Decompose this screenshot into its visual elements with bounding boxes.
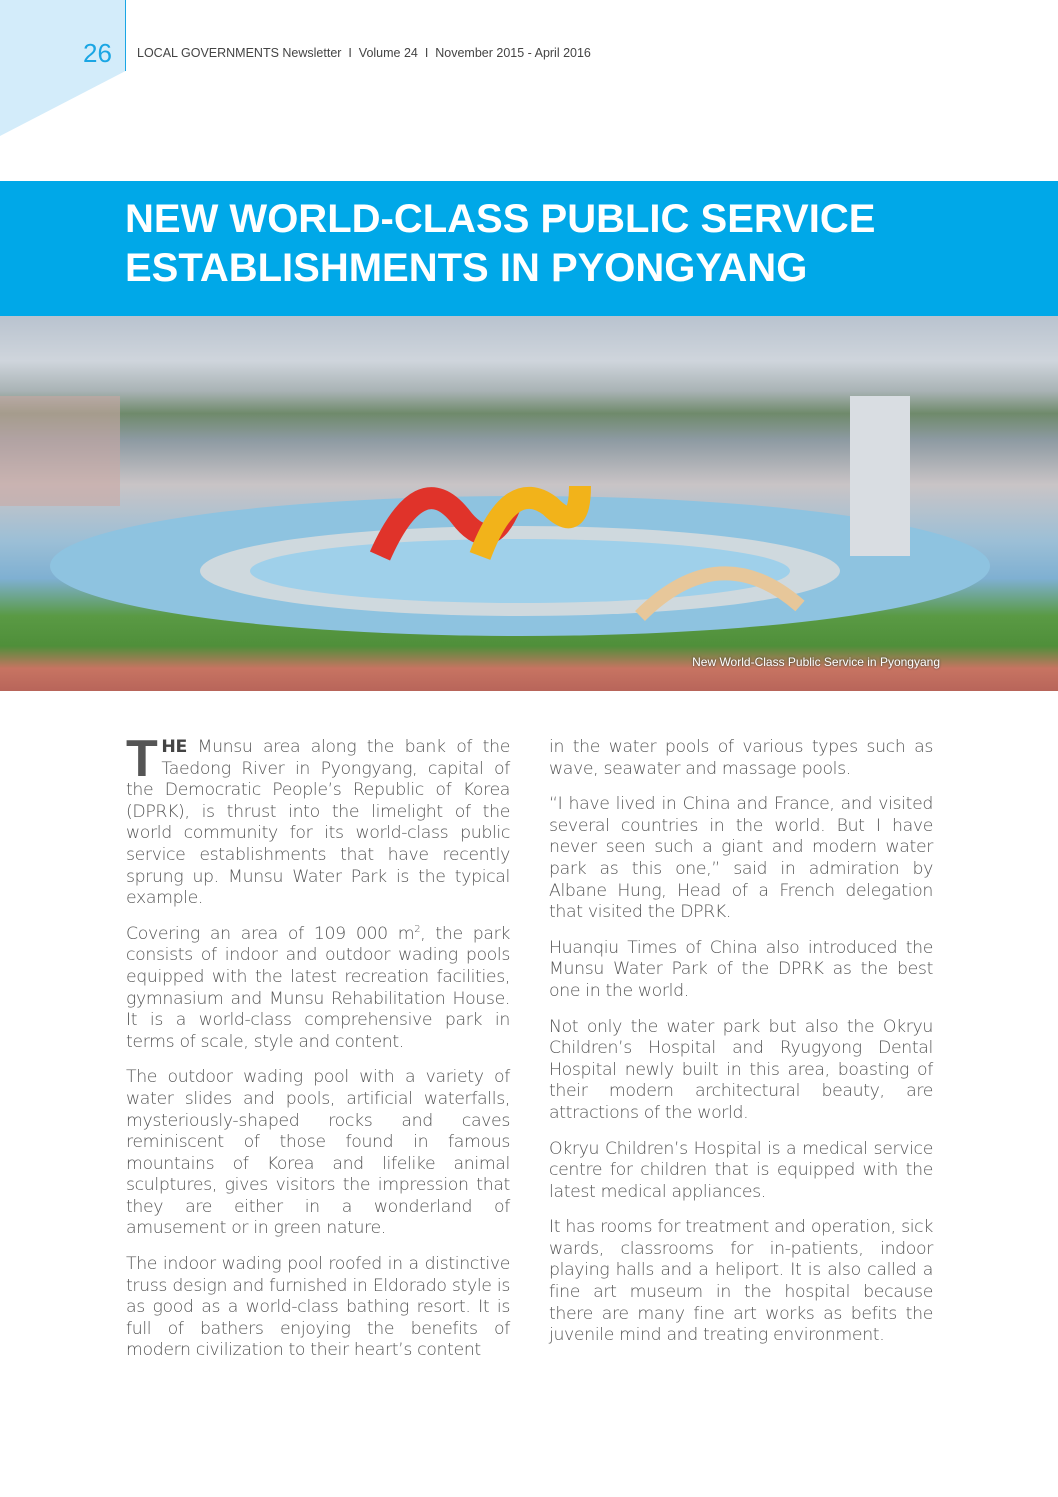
paragraph: “I have lived in China and France, and visited several countries in the world. But I have never seen such a giant and modern water park as this one,” said in admiration by Albane Hung, Head of a French delegation that visited the DPRK. [549, 794, 933, 923]
drop-cap: T [126, 730, 158, 788]
article-title [125, 195, 875, 293]
photo-caption: New World-Class Public Service in Pyongyang [692, 655, 940, 669]
column-right [549, 737, 933, 1361]
paragraph [126, 924, 510, 1054]
paragraph-text: Covering an area of 109 000 m [126, 923, 415, 944]
paragraph-text: Munsu area along the bank of the Taedong River in Pyongyang, capital of the Democratic People’s Republic of Korea (DPRK), is thrust into the limelight of the world community for its world-class public service establishments that have recently sprung up. Munsu Water Park is the typical example. [126, 737, 510, 909]
superscript: 2 [414, 923, 421, 935]
lead-in: HE [161, 737, 187, 757]
paragraph: Okryu Children’s Hospital is a medical service centre for children that is equipped with the latest medical appliances. [549, 1138, 933, 1202]
title-line: NEW WORLD-CLASS PUBLIC SERVICE [125, 197, 876, 241]
paragraph: The indoor wading pool roofed in a distinctive truss design and furnished in Eldorado style is as good as a world-class bathing resort. It is full of bathers enjoying the benefits of modern civilization to their heart’s content [126, 1254, 510, 1361]
water-park-photo [0, 316, 1058, 691]
header-divider [125, 0, 126, 71]
paragraph-text: , the park consists of indoor and outdoor wading pools equipped with the latest recreation facilities, gymnasium and Munsu Rehabilitation House. It is a world-class comprehensive park in terms of scale, style and content. [126, 923, 511, 1052]
column-left [126, 730, 511, 1376]
paragraph: It has rooms for treatment and operation, sick wards, classrooms for in-patients, indoor playing halls and a heliport. It is also called a fine art museum in the hospital because there are many fine art works as befits the juvenile mind and treating environment. [549, 1217, 933, 1346]
photo-illustration [0, 316, 1058, 691]
paragraph: in the water pools of various types such as wave, seawater and massage pools. [549, 737, 933, 779]
paragraph: Huanqiu Times of China also introduced the Munsu Water Park of the DPRK as the best one in the world. [549, 937, 933, 1001]
paragraph [126, 730, 510, 910]
slide-tower [850, 396, 910, 556]
title-line: ESTABLISHMENTS IN PYONGYANG [125, 246, 808, 290]
paragraph: Not only the water park but also the Okryu Children’s Hospital and Ryugyong Dental Hospital newly built in this area, boasting of their modern architectural beauty, are attractions of the world. [549, 1016, 933, 1123]
paragraph: The outdoor wading pool with a variety of water slides and pools, artificial waterfalls, mysteriously-shaped rocks and caves reminiscent of those found in famous mountains of Korea and lifelike animal sculptures, gives visitors the impression that they are either in a wonderland of amusement or in green nature. [126, 1067, 510, 1239]
page-number: 26 [83, 38, 112, 68]
slides-left [0, 396, 120, 506]
running-title: LOCAL GOVERNMENTS Newsletter I Volume 24 I November 2015 - April 2016 [137, 46, 591, 60]
